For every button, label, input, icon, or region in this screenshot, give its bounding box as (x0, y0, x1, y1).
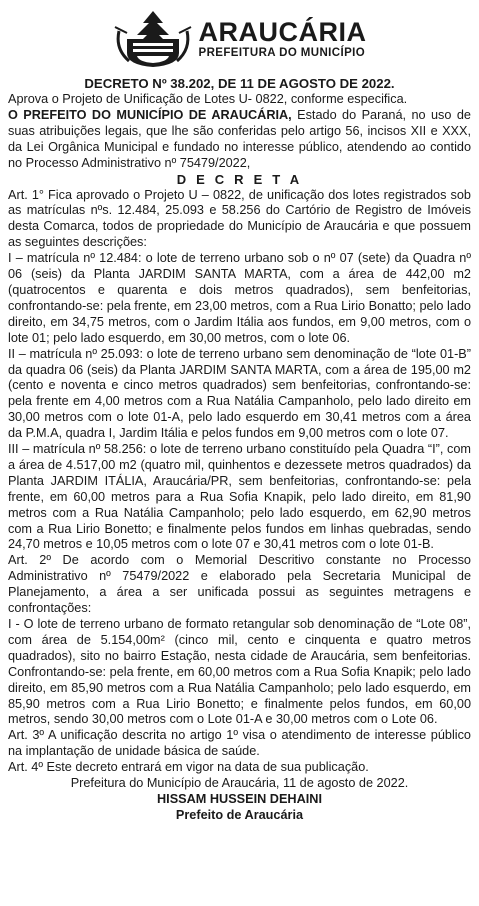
decree-summary: Aprova o Projeto de Unificação de Lotes U- 0822, conforme especifica. (8, 92, 408, 106)
preamble-text: Estado do Paraná, no uso de suas atribuições legais, que lhe são conferidas pelo artigo 56, incisos XII e XXX, da Lei Orgânica Municipal e fundado no interesse público, atendendo ao contido no Processo Administrativo nº 75479/2022, (8, 107, 471, 170)
signer-title: Prefeito de Araucária (175, 807, 304, 822)
closing-line: Prefeitura do Município de Araucária, 11 de agosto de 2022. (70, 776, 409, 791)
preamble (8, 108, 471, 172)
municipal-crest-icon (113, 9, 193, 69)
brand-subtitle: PREFEITURA DO MUNICÍPIO (198, 46, 366, 59)
brand-name: ARAUCÁRIA (198, 16, 367, 47)
decreta-heading: D E C R E T A (176, 171, 303, 187)
decree-page (8, 8, 471, 824)
article-1-item-2: II – matrícula nº 25.093: o lote de terreno urbano sem denominação de “lote 01-B” da quadra 06 (seis) da Planta JARDIM SANTA MARTA, com a área de 195,00 m2 (cento e noventa e cinco metros quadrados) sem benfeitorias, confrontando-se: pela frente em 4,00 metros com a Rua Natália Campanholo, pelo lado direito em 30,00 metros com o lote 01-A, pelo lado esquerdo em 30,41 metros com a área da P.M.A, quadra I, Jardim Itália e pelos fundos em 9,00 metros com o lote 07. (8, 346, 471, 441)
brand-block (198, 16, 367, 60)
preamble-lead: O PREFEITO DO MUNICÍPIO DE ARAUCÁRIA, (8, 107, 292, 122)
article-2-item-1: I - O lote de terreno urbano de formato retangular sob denominação de “Lote 08”, com área de 5.154,00m² (cinco mil, cento e cinquenta e quatro metros quadrados), sito no bairro Estação, nesta cidade de Araucária, sem benfeitorias. Confrontando-se: pela frente, em 60,00 metros com a Rua Sofia Knapik; pelo lado direito, em 85,90 metros com a Rua Natália Campanholo; pelo lado esquerdo, em 85,90 metros com a Rua Lirio Bonetto; e finalmente pelos fundos, em 60,00 metros, sendo 30,00 metros com o Lote 01-A e 30,00 metros com o Lote 06. (8, 617, 471, 727)
article-2: Art. 2º De acordo com o Memorial Descritivo constante no Processo Administrativo nº 75479/2022 e elaborado pela Secretaria Municipal de Planejamento, a área a ser unificada possui as seguintes metragens e confrontações: (8, 553, 471, 616)
signer-name: HISSAM HUSSEIN DEHAINI (157, 791, 322, 806)
decree-title: DECRETO Nº 38.202, DE 11 DE AGOSTO DE 2022. (84, 76, 395, 91)
masthead (8, 8, 471, 70)
article-1-item-1: I – matrícula nº 12.484: o lote de terreno urbano sob o nº 07 (sete) da Quadra nº 06 (seis) da Planta JARDIM SANTA MARTA, com a área de 442,00 m2 (quatrocentos e quarenta e dois metros quadrados), sem benfeitorias, confrontando-se: pela frente, em 23,00 metros, com a Rua Lirio Bonatto; pelo lado direito, em 34,75 metros, com o Jardim Itália aos fundos, em 9,00 metros, com o lote 01; pelo lado esquerdo, em 30,00 metros, com o lote 06. (8, 251, 471, 345)
article-1-item-3: III – matrícula nº 58.256: o lote de terreno urbano constituído pela Quadra “I”, com a área de 4.517,00 m2 (quatro mil, quinhentos e dezessete metros quadrados) da Planta JARDIM ITÁLIA, Araucária/PR, sem benfeitorias, confrontando-se: pela frente, em 60,00 metros para a Rua Sofia Knapik, pelo lado direito, em 81,90 metros com a Rua Natália Campanholo; pelo lado esquerdo, em 62,90 metros com a Rua Lirio Bonetto; e finalmente pelos fundos em linhas quebradas, sendo 24,70 metros e 10,05 metros com o lote 07 e 30,41 metros com o lote 01-B. (8, 442, 471, 552)
article-4: Art. 4º Este decreto entrará em vigor na data de sua publicação. (8, 760, 369, 775)
article-1: Art. 1° Fica aprovado o Projeto U – 0822, de unificação dos lotes registrados sob as matrículas nºs. 12.484, 25.093 e 58.256 do Cartório de Registro de Imóveis desta Comarca, todos de propriedade do Município de Araucária e que possuem as seguintes descrições: (8, 187, 471, 250)
article-3: Art. 3º A unificação descrita no artigo 1º visa o atendimento de interesse público na implantação de unidade básica de saúde. (8, 728, 471, 759)
decree-body (8, 92, 471, 776)
